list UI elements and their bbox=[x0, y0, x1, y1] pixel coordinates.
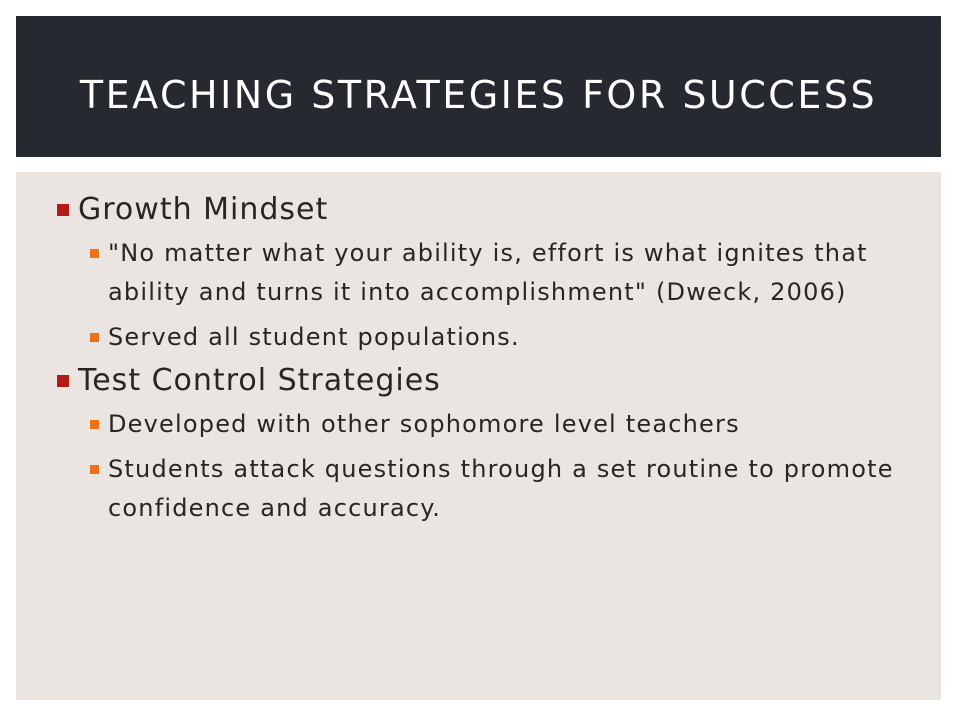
sub-bullet-text: Served all student populations. bbox=[108, 323, 520, 351]
bullet-text: Test Control Strategies bbox=[78, 363, 441, 398]
square-bullet-icon bbox=[90, 465, 99, 474]
sub-bullet-dweck-quote bbox=[78, 234, 901, 312]
sub-bullet-list bbox=[78, 405, 901, 528]
sub-bullet-developed bbox=[78, 405, 901, 444]
bullet-test-control-strategies bbox=[56, 363, 901, 528]
square-bullet-icon bbox=[90, 420, 99, 429]
square-bullet-icon bbox=[57, 375, 69, 387]
sub-bullet-text: "No matter what your ability is, effort is what ignites that ability and turns it into accomplishment" (Dweck, 2006) bbox=[108, 239, 868, 306]
sub-bullet-populations bbox=[78, 318, 901, 357]
title-bar bbox=[16, 16, 941, 157]
bullet-text: Growth Mindset bbox=[78, 192, 329, 227]
square-bullet-icon bbox=[57, 204, 69, 216]
bullet-list bbox=[56, 192, 901, 534]
bullet-growth-mindset bbox=[56, 192, 901, 357]
square-bullet-icon bbox=[90, 333, 99, 342]
slide-title: TEACHING STRATEGIES FOR SUCCESS bbox=[79, 72, 878, 117]
content-area bbox=[16, 172, 941, 700]
sub-bullet-text: Developed with other sophomore level teachers bbox=[108, 410, 740, 438]
square-bullet-icon bbox=[90, 249, 99, 258]
sub-bullet-list bbox=[78, 234, 901, 357]
sub-bullet-text: Students attack questions through a set routine to promote confidence and accuracy. bbox=[108, 455, 894, 522]
sub-bullet-routine bbox=[78, 450, 901, 528]
